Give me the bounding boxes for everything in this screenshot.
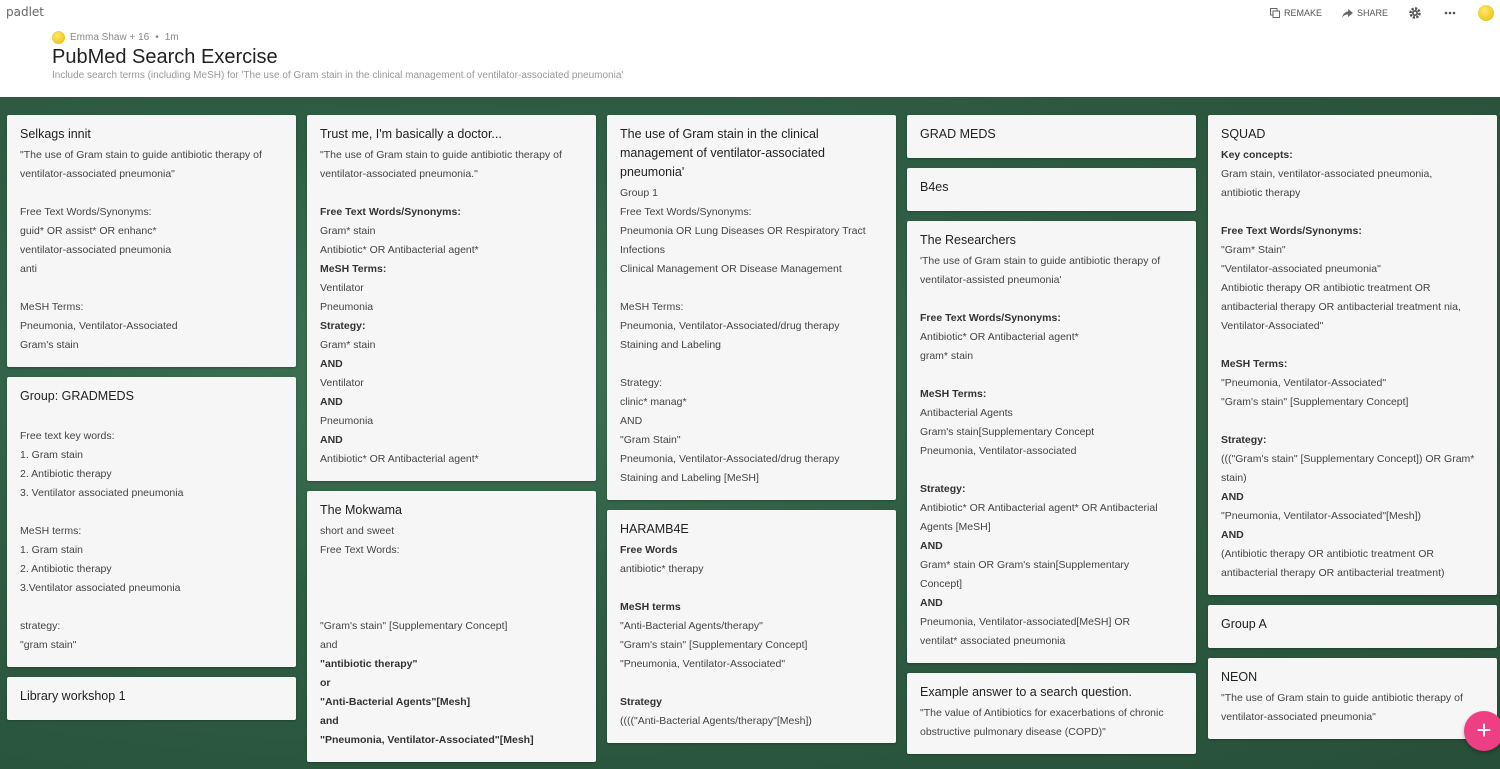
post-line: Free Text Words/Synonyms: [920, 312, 1061, 324]
post-line [920, 366, 1183, 385]
more-dots-icon [1444, 11, 1456, 15]
post-line: Pneumonia, Ventilator-associated[MeSH] OR [920, 616, 1131, 628]
post-line: guid* OR assist* OR enhanc* [20, 225, 157, 237]
post-line: antibiotic therapy [1221, 187, 1301, 199]
post-line: gram* stain [920, 350, 974, 362]
post-line: Antibiotic* OR Antibacterial agent* [920, 331, 1079, 343]
post-line: 1. Gram stain [20, 544, 84, 556]
post-line: (((("Anti-Bacterial Agents/therapy"[Mesh]) [620, 715, 812, 727]
post-line: AND [1221, 529, 1244, 541]
post-line: anti [20, 263, 37, 275]
post-line: ((("Gram's stain" [Supplementary Concept]) OR Gram* [1221, 453, 1475, 465]
post-line: stain) [1221, 472, 1247, 484]
post-line: MeSH Terms: [920, 388, 987, 400]
post-title: Example answer to a search question. [920, 685, 1132, 699]
post-line: Gram* stain [320, 225, 376, 237]
share-arrow-icon [1342, 9, 1353, 18]
post-line: Free Text Words/Synonyms: [1221, 225, 1362, 237]
post-line: Ventilator [320, 377, 364, 389]
post-card[interactable] [907, 115, 1196, 158]
post-card[interactable] [7, 377, 296, 667]
post-line: "Pneumonia, Ventilator-Associated" [620, 658, 786, 670]
board-column [307, 115, 596, 769]
post-line: Pneumonia, Ventilator-Associated [20, 320, 178, 332]
post-line: Staining and Labeling [620, 339, 722, 351]
post-line [20, 503, 283, 522]
post-line: Ventilator [320, 282, 364, 294]
post-line: Group 1 [620, 187, 658, 199]
post-line: Free Text Words: [320, 544, 400, 556]
post-title: Group A [1221, 617, 1267, 631]
post-line: Key concepts: [1221, 149, 1293, 161]
post-line: "The use of Gram stain to guide antibiotic therapy of [1221, 692, 1463, 704]
post-line [620, 674, 883, 693]
post-line: (Antibiotic therapy OR antibiotic treatment OR [1221, 548, 1435, 560]
page-subtitle: Include search terms (including MeSH) for 'The use of Gram stain in the clinical management of ventilator-associated pneumonia' [52, 70, 624, 81]
post-title: Group: GRADMEDS [20, 389, 134, 403]
header-actions [1270, 0, 1500, 26]
post-card[interactable] [1208, 605, 1497, 648]
post-line: "Gram's stain" [Supplementary Concept] [1221, 396, 1409, 408]
post-line: Pneumonia, Ventilator-Associated/drug therapy [620, 453, 840, 465]
post-line [1221, 412, 1484, 431]
post-card[interactable] [607, 115, 896, 500]
post-line: Free text key words: [20, 430, 115, 442]
post-line: and [320, 639, 338, 651]
post-line: Pneumonia [320, 301, 374, 313]
post-line [620, 355, 883, 374]
post-line: Strategy [620, 696, 663, 708]
post-line: ventilator-associated pneumonia [20, 244, 172, 256]
post-line [1221, 336, 1484, 355]
post-line: Free Text Words/Synonyms: [620, 206, 752, 218]
post-line: obstructive pulmonary disease (COPD)" [920, 726, 1106, 738]
post-line: MeSH terms: [20, 525, 82, 537]
post-line: ventilator-associated pneumonia" [1221, 711, 1376, 723]
post-line: "Pneumonia, Ventilator-Associated" [1221, 377, 1387, 389]
post-line: antibiotic* therapy [620, 563, 704, 575]
copy-icon [1270, 8, 1280, 18]
post-line: Antibacterial Agents [920, 407, 1013, 419]
post-line: clinic* manag* [620, 396, 687, 408]
post-line: 1. Gram stain [20, 449, 84, 461]
post-line [920, 461, 1183, 480]
post-title: B4es [920, 180, 949, 194]
user-avatar[interactable] [1478, 5, 1494, 21]
post-title: GRAD MEDS [920, 127, 996, 141]
post-line [20, 184, 283, 203]
post-card[interactable] [907, 221, 1196, 663]
post-line: Antibiotic* OR Antibacterial agent* [320, 244, 479, 256]
post-title: Trust me, I'm basically a doctor... [320, 127, 502, 141]
post-line: ventilator-associated pneumonia." [320, 168, 478, 180]
post-line: "The use of Gram stain to guide antibiotic therapy of [20, 149, 262, 161]
post-line: 'The use of Gram stain to guide antibiotic therapy of [920, 255, 1161, 267]
share-label: SHARE [1356, 8, 1388, 18]
post-title: HARAMB4E [620, 522, 689, 536]
padlet-logo[interactable]: padlet [6, 5, 45, 19]
post-line [320, 184, 583, 203]
board-column [907, 115, 1196, 764]
post-line: MeSH Terms: [20, 301, 84, 313]
post-line: "Ventilator-associated pneumonia" [1221, 263, 1381, 275]
post-line: Free Words [620, 544, 678, 556]
remake-button[interactable] [1270, 8, 1322, 18]
post-title: The use of Gram stain in the clinical management of ventilator-associated pneumonia' [620, 127, 825, 179]
post-line: "The use of Gram stain to guide antibiotic therapy of [320, 149, 562, 161]
post-line: "Pneumonia, Ventilator-Associated"[Mesh]) [1221, 510, 1422, 522]
post-line: "The value of Antibiotics for exacerbations of chronic [920, 707, 1164, 719]
meta-separator: • [155, 32, 159, 43]
board-column [1208, 115, 1497, 749]
author-avatar [52, 31, 65, 44]
post-line: "Gram's stain" [Supplementary Concept] [620, 639, 808, 651]
settings-button[interactable] [1408, 6, 1422, 20]
post-line: 2. Antibiotic therapy [20, 563, 112, 575]
post-line: Gram's stain [20, 339, 79, 351]
post-card[interactable] [7, 677, 296, 720]
post-meta [52, 31, 179, 44]
post-line [620, 579, 883, 598]
add-post-button[interactable]: + [1464, 711, 1500, 751]
post-line: "gram stain" [20, 639, 77, 651]
post-line: and [320, 715, 339, 727]
post-line: 3.Ventilator associated pneumonia [20, 582, 181, 594]
post-line: 2. Antibiotic therapy [20, 468, 112, 480]
post-line: MeSH Terms: [320, 263, 387, 275]
post-line [320, 598, 583, 617]
post-line: AND [920, 540, 943, 552]
post-card[interactable] [907, 168, 1196, 211]
gear-icon [1408, 6, 1422, 20]
post-line: "antibiotic therapy" [320, 658, 418, 670]
post-line: Infections [620, 244, 665, 256]
post-line: ventilator-associated pneumonia" [20, 168, 175, 180]
post-line: Pneumonia [320, 415, 374, 427]
post-line: short and sweet [320, 525, 395, 537]
post-line: Strategy: [320, 320, 366, 332]
board-column [7, 115, 296, 730]
share-button[interactable] [1342, 8, 1388, 18]
post-line: Strategy: [920, 483, 966, 495]
post-line: ventilator-assisted pneumonia' [920, 274, 1062, 286]
post-line: Pneumonia, Ventilator-Associated/drug therapy [620, 320, 840, 332]
post-card[interactable] [307, 491, 596, 762]
post-line: Gram stain, ventilator-associated pneumonia, [1221, 168, 1433, 180]
post-line: Gram's stain[Supplementary Concept [920, 426, 1095, 438]
post-card[interactable] [1208, 115, 1497, 595]
board-column [607, 115, 896, 753]
post-line: MeSH Terms: [620, 301, 684, 313]
remake-label: REMAKE [1283, 8, 1322, 18]
post-line [320, 579, 583, 598]
post-line: antibacterial therapy OR antibacterial treatment) [1221, 567, 1445, 579]
post-card[interactable] [1208, 658, 1497, 739]
post-line: Concept] [920, 578, 963, 590]
post-line: AND [320, 434, 343, 446]
post-line: 3. Ventilator associated pneumonia [20, 487, 184, 499]
post-line: "Gram Stain" [620, 434, 681, 446]
post-line [620, 279, 883, 298]
post-line: strategy: [20, 620, 61, 632]
post-line: "Anti-Bacterial Agents"[Mesh] [320, 696, 471, 708]
page-title: PubMed Search Exercise [52, 46, 278, 68]
post-title: NEON [1221, 670, 1258, 684]
post-line: antibacterial therapy OR antibacterial treatment nia, [1221, 301, 1461, 313]
post-line: Agents [MeSH] [920, 521, 991, 533]
post-line [320, 560, 583, 579]
post-card[interactable] [307, 115, 596, 481]
top-bar [0, 0, 1500, 97]
post-line: AND [920, 597, 943, 609]
author-name: Emma Shaw + 16 [70, 32, 150, 43]
post-line [20, 598, 283, 617]
post-line: Strategy: [1221, 434, 1267, 446]
post-line: "Gram* Stain" [1221, 244, 1286, 256]
post-line: AND [320, 358, 343, 370]
post-line: MeSH terms [620, 601, 681, 613]
post-line: Gram* stain OR Gram's stain[Supplementary [920, 559, 1130, 571]
updated-time: 1m [164, 32, 179, 43]
post-line: MeSH Terms: [1221, 358, 1288, 370]
post-title: Library workshop 1 [20, 689, 126, 703]
post-card[interactable] [607, 510, 896, 743]
post-line: "Pneumonia, Ventilator-Associated"[Mesh] [320, 734, 534, 746]
post-card[interactable] [907, 673, 1196, 754]
post-line: Antibiotic therapy OR antibiotic treatment OR [1221, 282, 1431, 294]
padlet-board [0, 97, 1500, 769]
post-line: Strategy: [620, 377, 663, 389]
post-line: "Gram's stain" [Supplementary Concept] [320, 620, 508, 632]
post-line: AND [320, 396, 343, 408]
post-line: AND [1221, 491, 1244, 503]
post-line: Antibiotic* OR Antibacterial agent* OR Antibacterial [920, 502, 1158, 514]
post-line [20, 279, 283, 298]
post-title: The Researchers [920, 233, 1016, 247]
post-line: AND [620, 415, 643, 427]
post-line: or [320, 677, 331, 689]
post-line: Free Text Words/Synonyms: [20, 206, 152, 218]
post-title: The Mokwama [320, 503, 402, 517]
post-line: Pneumonia, Ventilator-associated [920, 445, 1077, 457]
post-line: Clinical Management OR Disease Management [620, 263, 842, 275]
post-line: Gram* stain [320, 339, 376, 351]
post-title: SQUAD [1221, 127, 1266, 141]
more-button[interactable] [1444, 11, 1456, 15]
post-line [920, 290, 1183, 309]
post-line: Staining and Labeling [MeSH] [620, 472, 759, 484]
post-card[interactable] [7, 115, 296, 367]
post-title: Selkags innit [20, 127, 91, 141]
post-line: Ventilator-Associated" [1221, 320, 1324, 332]
post-line: Free Text Words/Synonyms: [320, 206, 461, 218]
post-line: "Anti-Bacterial Agents/therapy" [620, 620, 763, 632]
post-line: Antibiotic* OR Antibacterial agent* [320, 453, 479, 465]
post-line: Pneumonia OR Lung Diseases OR Respiratory Tract [620, 225, 866, 237]
post-line: ventilat* associated pneumonia [920, 635, 1066, 647]
post-line [1221, 203, 1484, 222]
post-line [20, 408, 283, 427]
